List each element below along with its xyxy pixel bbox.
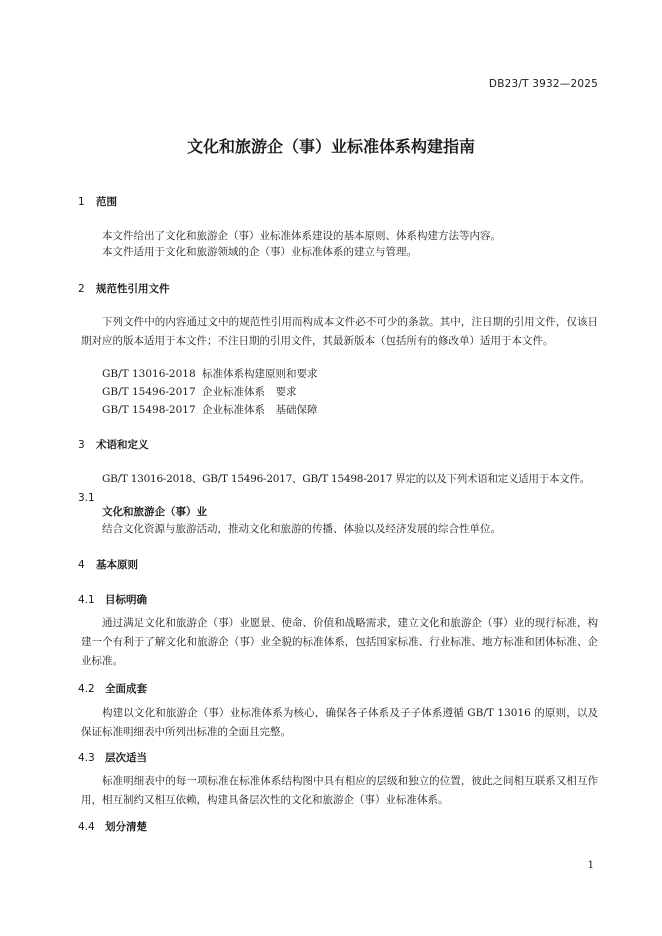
subsection-heading bbox=[78, 592, 147, 607]
subsection-text: 构建以文化和旅游企（事）业标准体系为核心，确保各子体系及子子体系遵循 GB/T 13016 的原则，以及保证标准明细表中所列出标准的全面且完整。 bbox=[81, 707, 598, 738]
scope-paragraph-2: 本文件适用于文化和旅游领域的企（事）业标准体系的建立与管理。 bbox=[102, 246, 417, 258]
section-number: 4 bbox=[78, 559, 85, 571]
reference-code: GB/T 13016-2018 bbox=[102, 368, 196, 380]
page-number: 1 bbox=[587, 860, 594, 871]
section-number: 2 bbox=[78, 283, 85, 295]
section-heading-principles bbox=[78, 557, 138, 572]
section-title: 术语和定义 bbox=[96, 439, 149, 451]
subsection-number: 4.1 bbox=[78, 594, 95, 606]
subsection-title: 划分清楚 bbox=[105, 821, 147, 833]
subsection-number: 4.3 bbox=[78, 752, 95, 764]
term-number: 3.1 bbox=[78, 492, 95, 504]
terms-intro: GB/T 13016-2018、GB/T 15496-2017、GB/T 15498-2017 界定的以及下列术语和定义适用于本文件。 bbox=[102, 473, 591, 485]
section-title: 基本原则 bbox=[96, 559, 138, 571]
section-number: 1 bbox=[78, 196, 85, 208]
reference-code: GB/T 15498-2017 bbox=[102, 404, 196, 416]
scope-paragraph-1: 本文件给出了文化和旅游企（事）业标准体系建设的基本原则、体系构建方法等内容。 bbox=[102, 230, 501, 242]
subsection-number: 4.4 bbox=[78, 821, 95, 833]
references-intro: 下列文件中的内容通过文中的规范性引用而构成本文件必不可少的条款。其中，注日期的引用文件，仅该日期对应的版本适用于本文件；不注日期的引用文件，其最新版本（包括所有的修改单）适用于本文件。 bbox=[81, 316, 598, 347]
section-heading-references bbox=[78, 281, 170, 296]
subsection-text: 标准明细表中的每一项标准在标准体系结构图中具有相应的层级和独立的位置，彼此之间相互联系又相互作用，相互制约又相互依赖，构建具备层次性的文化和旅游企（事）业标准体系。 bbox=[81, 775, 598, 806]
reference-name: 标准体系构建原则和要求 bbox=[202, 368, 318, 380]
subsection-title: 层次适当 bbox=[105, 752, 147, 764]
subsection-text: 通过满足文化和旅游企（事）业愿景、使命、价值和战略需求，建立文化和旅游企（事）业的现行标准，构建一个有利于了解文化和旅游企（事）业全貌的标准体系，包括国家标准、行业标准、地方标准和团体标准、企业标准。 bbox=[81, 617, 598, 667]
document-title: 文化和旅游企（事）业标准体系构建指南 bbox=[186, 137, 475, 156]
reference-item bbox=[102, 383, 297, 401]
section-heading-terms bbox=[78, 437, 149, 452]
subsection-heading bbox=[78, 750, 147, 765]
section-title: 规范性引用文件 bbox=[96, 283, 170, 295]
section-heading-scope bbox=[78, 194, 117, 209]
subsection-number: 4.2 bbox=[78, 683, 95, 695]
subsection-heading bbox=[78, 819, 147, 834]
reference-item bbox=[102, 365, 318, 383]
subsection-title: 目标明确 bbox=[105, 594, 147, 606]
reference-name: 企业标准体系 要求 bbox=[202, 386, 297, 398]
term-definition: 结合文化资源与旅游活动，推动文化和旅游的传播、体验以及经济发展的综合性单位。 bbox=[102, 523, 501, 535]
reference-code: GB/T 15496-2017 bbox=[102, 386, 196, 398]
subsection-title: 全面成套 bbox=[105, 683, 147, 695]
section-title: 范围 bbox=[96, 196, 117, 208]
reference-name: 企业标准体系 基础保障 bbox=[202, 404, 318, 416]
reference-item bbox=[102, 401, 318, 419]
section-number: 3 bbox=[78, 439, 85, 451]
subsection-heading bbox=[78, 681, 147, 696]
term-name: 文化和旅游企（事）业 bbox=[102, 506, 207, 518]
standard-code: DB23/T 3932—2025 bbox=[488, 78, 598, 90]
